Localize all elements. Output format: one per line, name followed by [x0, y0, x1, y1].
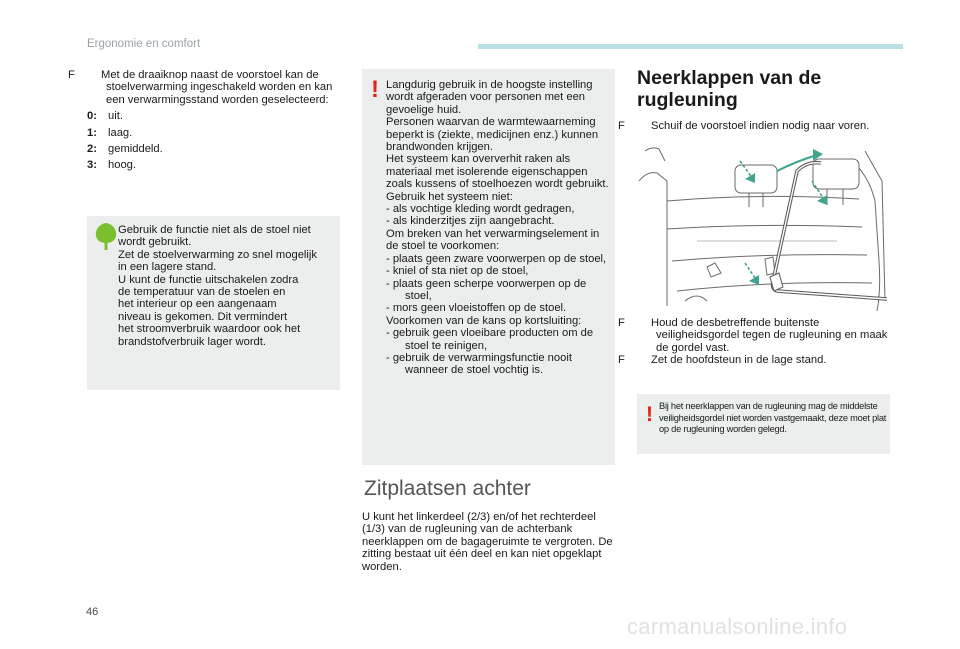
section-title-rear-seats: Zitplaatsen achter [364, 477, 531, 500]
warning-list-item: - kniel of sta niet op de stoel, [386, 265, 529, 278]
heating-options-list [87, 110, 337, 172]
eco-tip-line: niveau is gekomen. Dit vermindert [118, 310, 288, 323]
watermark: carmanualsonline.info [627, 614, 848, 639]
rear-seats-paragraph: U kunt het linkerdeel (2/3) en/of het rechterdeel (1/3) van de rugleuning van de achterbank neerklappen om de bagageruimte te vergroten. De zitting bestaat uit één deel en kan niet opgeklapt worden. [362, 511, 613, 573]
eco-tip-text [118, 224, 338, 348]
steps-fasten-belt [618, 317, 892, 367]
warning-box-belt [637, 394, 890, 454]
step-fasten-belt: F Houd de desbetreffende buitenste veiligheidsgordel tegen de rugleuning en maak de gordel vast. [618, 317, 888, 354]
heating-option: 1: laag. [87, 126, 133, 139]
eco-leaf-icon [95, 222, 117, 250]
eco-tip-box [87, 216, 340, 390]
bullet-triangle-icon: F [618, 120, 625, 132]
warning-list-item: - als kinderzitjes zijn aangebracht. [386, 215, 555, 228]
belt-warning-text: Bij het neerklappen van de rugleuning mag de middelste veiligheidsgordel niet worden vastgemaakt, deze moet plat op de rugleuning worden gelegd. [659, 401, 887, 435]
warning-text [386, 79, 613, 377]
warning-paragraph: Personen waarvan de warmtewaarneming beperkt is (ziekte, medicijnen enz.) kunnen brandwonden krijgen. [386, 116, 599, 154]
warning-list-item: - gebruik geen vloeibare producten om de stoel te reinigen, [386, 327, 594, 352]
section-title-fold-backrest: Neerklappen van de rugleuning [637, 67, 822, 111]
eco-tip-line: Zet de stoelverwarming zo snel mogelijk [118, 248, 317, 261]
step-lower-headrest: F Zet de hoofdsteun in de lage stand. [618, 354, 827, 367]
warning-box-heating [362, 69, 615, 465]
warning-paragraph: Om breken van het verwarmingselement in de stoel te voorkomen: [386, 227, 600, 253]
warning-exclamation-icon: ! [371, 76, 379, 103]
bullet-triangle-icon: F [68, 69, 75, 81]
warning-paragraph: Gebruik het systeem niet: [386, 190, 513, 203]
section-header-bar [478, 44, 903, 49]
eco-tip-line: brandstofverbruik lager wordt. [118, 335, 266, 348]
eco-tip-line: in een lagere stand. [118, 261, 217, 274]
warning-paragraph: Het systeem kan oververhit raken als materiaal met isolerende eigenschappen zoals kussens of stoelhoezen wordt gebruikt. [386, 153, 609, 191]
bullet-triangle-icon: F [618, 354, 625, 367]
left-column [68, 69, 337, 172]
warning-exclamation-icon: ! [646, 403, 653, 426]
section-header-title: Ergonomie en comfort [87, 38, 201, 50]
warning-list-item: - als vochtige kleding wordt gedragen, [386, 203, 575, 216]
eco-tip-line: Gebruik de functie niet als de stoel niet [118, 224, 311, 236]
eco-tip-line: het interieur op een aangenaam [118, 298, 277, 311]
warning-list-item: - plaats geen zware voorwerpen op de stoel, [386, 252, 607, 265]
eco-tip-line: U kunt de functie uitschakelen zodra [118, 273, 299, 286]
page-number: 46 [86, 606, 99, 618]
warning-list-item: - plaats geen scherpe voorwerpen op de stoel, [386, 277, 587, 302]
step-move-seat: F Schuif de voorstoel indien nodig naar voren. [618, 120, 870, 132]
warning-paragraph: Voorkomen van de kans op kortsluiting: [386, 314, 582, 327]
bullet-triangle-icon: F [618, 317, 625, 329]
heating-option: 3: hoog. [87, 159, 136, 172]
intro-paragraph: F Met de draaiknop naast de voorstoel kan de stoelverwarming ingeschakeld worden en kan een verwarmingsstand worden geselecteerd: [68, 69, 333, 106]
eco-tip-line: de temperatuur van de stoelen en [118, 286, 286, 299]
heating-option: 0: uit. [87, 110, 123, 123]
warning-paragraph: Langdurig gebruik in de hoogste instelling wordt afgeraden voor personen met een gevoelige huid. [386, 79, 593, 116]
heating-option: 2: gemiddeld. [87, 143, 163, 156]
eco-tip-line: wordt gebruikt. [118, 236, 192, 249]
warning-list-item: - gebruik de verwarmingsfunctie nooit wanneer de stoel vochtig is. [386, 351, 572, 377]
backrest-illustration [637, 141, 887, 313]
warning-list-item: - mors geen vloeistoffen op de stoel. [386, 302, 567, 315]
eco-tip-line: het stroomverbruik waardoor ook het [118, 323, 301, 336]
